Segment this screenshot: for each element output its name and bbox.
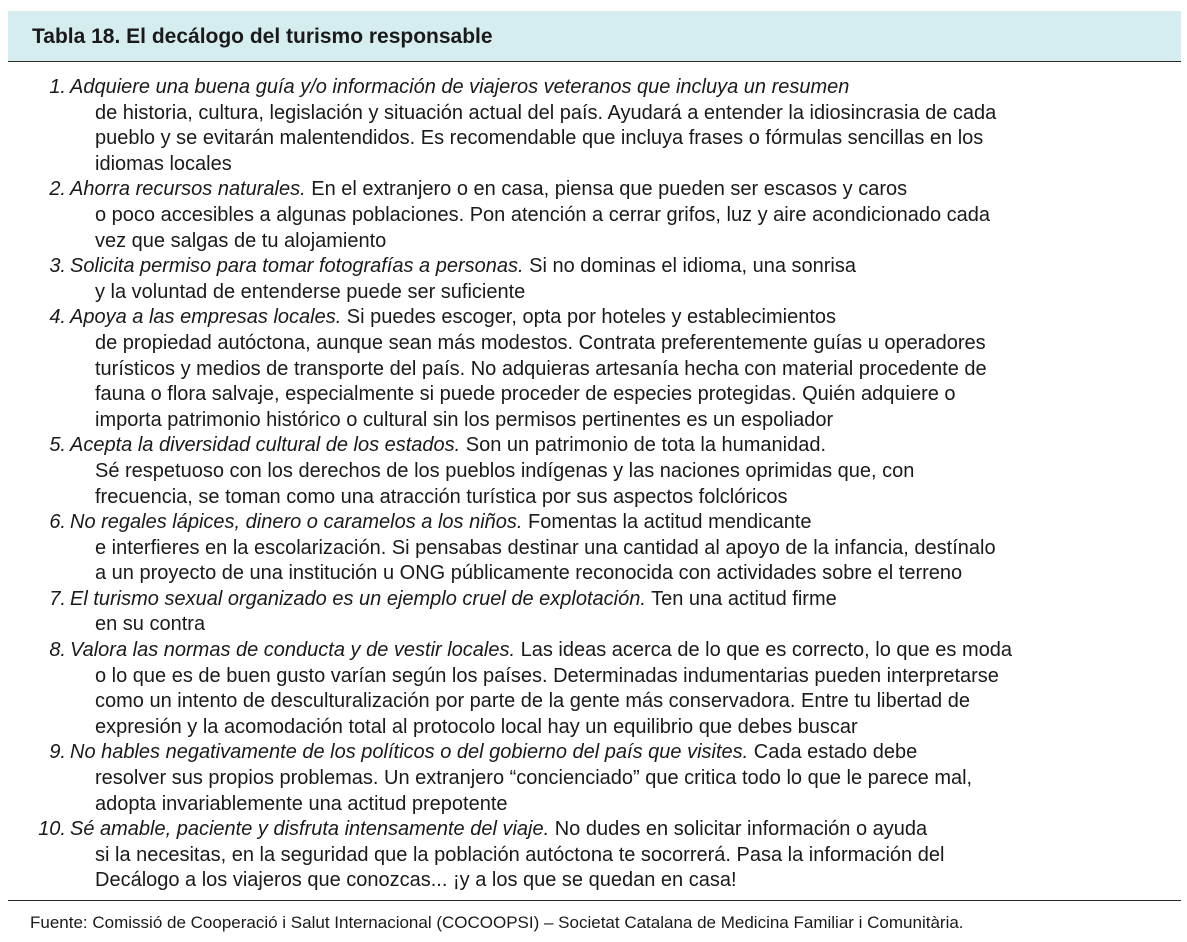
list-item-8	[30, 638, 1180, 740]
item-line: si la necesitas, en la seguridad que la población autóctona te socorrerá. Pasa la información del	[95, 843, 945, 866]
item-line: fauna o flora salvaje, especialmente si puede proceder de especies protegidas. Quién adquiere o	[95, 383, 956, 406]
item-line: Sé respetuoso con los derechos de los pueblos indígenas y las naciones oprimidas que, con	[95, 459, 915, 482]
item-lead: No regales lápices, dinero o caramelos a los niños.	[70, 511, 523, 534]
item-line: a un proyecto de una institución u ONG públicamente reconocida con actividades sobre el terreno	[95, 562, 963, 585]
item-body	[66, 587, 1180, 638]
item-lead: No hables negativamente de los políticos o del gobierno del país que visites.	[70, 741, 749, 764]
item-lead: El turismo sexual organizado es un ejemplo cruel de explotación.	[70, 587, 646, 610]
item-line: frecuencia, se toman como una atracción turística por sus aspectos folclóricos	[95, 485, 788, 508]
item-body	[66, 433, 1180, 510]
item-body	[66, 740, 1180, 817]
table-title: Tabla 18. El decálogo del turismo responsable	[32, 25, 493, 48]
item-number: 6.	[49, 511, 66, 534]
item-first-line	[70, 305, 1180, 331]
item-line: e interfieres en la escolarización. Si pensabas destinar una cantidad al apoyo de la infancia, destínalo	[95, 536, 996, 559]
list-item-3	[30, 254, 1180, 305]
item-number: 9.	[49, 741, 66, 764]
item-lead: Acepta la diversidad cultural de los estados.	[70, 434, 461, 457]
item-first-line	[70, 740, 1180, 766]
list-item-2	[30, 177, 1180, 254]
list-item-9	[30, 740, 1180, 817]
item-first-line-rest: Las ideas acerca de lo que es correcto, lo que es moda	[515, 639, 1013, 662]
bottom-divider	[8, 900, 1181, 901]
item-line: adopta invariablemente una actitud prepotente	[95, 792, 508, 815]
item-body	[66, 75, 1180, 177]
item-line: idiomas locales	[95, 152, 232, 175]
item-first-line-rest: Ten una actitud firme	[645, 587, 837, 610]
item-line: vez que salgas de tu alojamiento	[95, 229, 387, 252]
item-number: 10.	[38, 818, 66, 841]
item-first-line	[70, 177, 1180, 203]
list-item-1	[30, 75, 1180, 177]
item-body	[66, 817, 1180, 894]
item-lead: Sé amable, paciente y disfruta intensamente del viaje.	[70, 818, 550, 841]
list-item-6	[30, 510, 1180, 587]
item-first-line	[70, 254, 1180, 280]
item-first-line	[70, 587, 1180, 613]
item-line: o lo que es de buen gusto varían según los países. Determinadas indumentarias pueden interpretarse	[95, 664, 999, 687]
item-first-line-rest: Fomentas la actitud mendicante	[522, 511, 812, 534]
decalogue-list	[30, 75, 1180, 894]
item-first-line-rest: No dudes en solicitar información o ayuda	[549, 818, 928, 841]
table-header	[8, 11, 1181, 62]
item-first-line	[70, 75, 1180, 101]
item-line: de historia, cultura, legislación y situación actual del país. Ayudará a entender la idiosincrasia de cada	[95, 101, 997, 124]
item-line: expresión y la acomodación total al protocolo local hay un equilibrio que debes buscar	[95, 715, 858, 738]
item-number: 7.	[49, 587, 66, 610]
item-lead: Apoya a las empresas locales.	[70, 306, 342, 329]
item-lead: Adquiere una buena guía y/o información de viajeros veteranos que incluya un resumen	[70, 76, 850, 98]
item-first-line	[70, 433, 1180, 459]
list-item-7	[30, 587, 1180, 638]
item-number: 8.	[49, 639, 66, 662]
item-first-line-rest: Son un patrimonio de tota la humanidad.	[460, 434, 827, 457]
item-lead: Ahorra recursos naturales.	[70, 178, 306, 201]
source-note: Fuente: Comissió de Cooperació i Salut Internacional (COCOOPSI) – Societat Catalana de Medicina Familiar i Comunitària.	[30, 913, 964, 932]
item-lead: Valora las normas de conducta y de vestir locales.	[70, 639, 516, 662]
item-line: pueblo y se evitarán malentendidos. Es recomendable que incluya frases o fórmulas sencillas en los	[95, 127, 984, 150]
item-line: como un intento de desculturalización por parte de la gente más conservadora. Entre tu libertad de	[95, 690, 970, 713]
item-number: 4.	[49, 306, 66, 329]
item-first-line-rest: Cada estado debe	[748, 741, 918, 764]
item-line: Decálogo a los viajeros que conozcas... ¡y a los que se quedan en casa!	[95, 869, 737, 892]
item-line: en su contra	[95, 613, 206, 636]
item-first-line	[70, 510, 1180, 536]
item-number: 1.	[49, 76, 66, 98]
item-line: o poco accesibles a algunas poblaciones. Pon atención a cerrar grifos, luz y aire acondicionado cada	[95, 203, 990, 226]
item-line: resolver sus propios problemas. Un extranjero “concienciado” que critica todo lo que le parece mal,	[95, 767, 973, 790]
list-item-4	[30, 305, 1180, 433]
item-body	[66, 305, 1180, 433]
item-body	[66, 254, 1180, 305]
item-first-line-rest: En el extranjero o en casa, piensa que pueden ser escasos y caros	[305, 178, 908, 201]
item-first-line-rest: Si puedes escoger, opta por hoteles y establecimientos	[341, 306, 836, 329]
item-first-line-rest: Si no dominas el idioma, una sonrisa	[523, 255, 856, 278]
item-first-line	[70, 817, 1180, 843]
item-body	[66, 638, 1180, 740]
item-number: 5.	[49, 434, 66, 457]
item-number: 3.	[49, 255, 66, 278]
list-item-10	[30, 817, 1180, 894]
list-item-5	[30, 433, 1180, 510]
item-line: de propiedad autóctona, aunque sean más modestos. Contrata preferentemente guías u operadores	[95, 331, 986, 354]
item-body	[66, 510, 1180, 587]
item-line: turísticos y medios de transporte del país. No adquieras artesanía hecha con material procedente de	[95, 357, 987, 380]
item-number: 2.	[49, 178, 66, 201]
item-first-line	[70, 638, 1180, 664]
item-line: y la voluntad de entenderse puede ser suficiente	[95, 280, 526, 303]
item-line: importa patrimonio histórico o cultural sin los permisos pertinentes es un espoliador	[95, 408, 834, 431]
item-lead: Solicita permiso para tomar fotografías a personas.	[70, 255, 524, 278]
item-body	[66, 177, 1180, 254]
